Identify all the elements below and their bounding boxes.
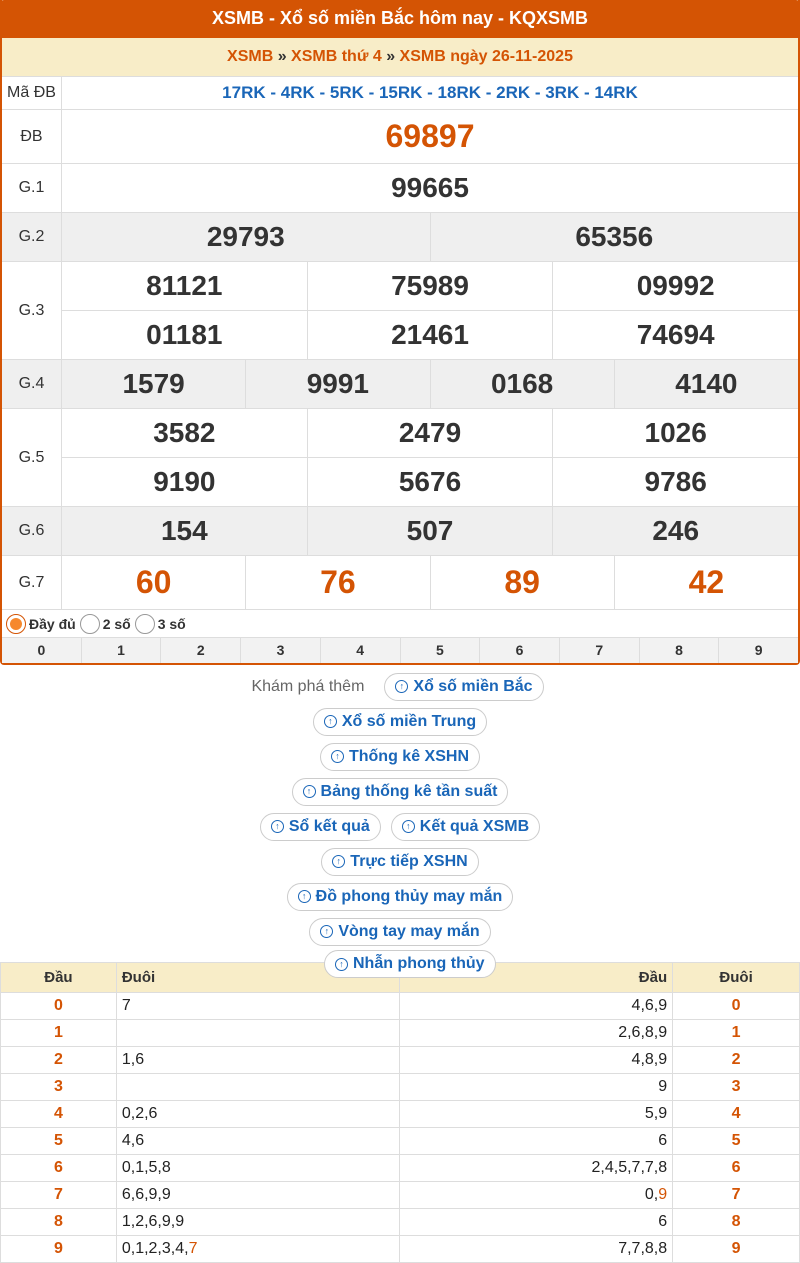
table-row xyxy=(1,993,800,1020)
table-row xyxy=(1,1155,800,1182)
col-tail: Đuôi xyxy=(673,963,800,993)
tail-digit: 0 xyxy=(673,993,800,1020)
arrow-up-icon: ↑ xyxy=(271,820,284,833)
arrow-up-icon: ↑ xyxy=(402,820,415,833)
prize-6: 507 xyxy=(307,507,553,555)
head-digit: 2 xyxy=(1,1047,117,1074)
prize-7: 60 xyxy=(135,564,172,600)
head-text: 0, xyxy=(644,1186,659,1203)
digit-filter[interactable]: 6 xyxy=(479,638,559,663)
head-text: 2,4,5,7,7,8 xyxy=(591,1159,668,1176)
tail-text: 4,6 xyxy=(121,1132,145,1149)
prize-7: 76 xyxy=(245,556,429,609)
digit-filter[interactable]: 2 xyxy=(160,638,240,663)
link-label: Bảng thống kê tần suất xyxy=(320,782,498,800)
arrow-up-icon: ↑ xyxy=(335,958,348,971)
page-title: XSMB - Xổ số miền Bắc hôm nay - KQXSMB xyxy=(0,0,800,38)
arrow-up-icon: ↑ xyxy=(303,785,316,798)
prize-3: 01181 xyxy=(146,319,223,350)
prize-6: 246 xyxy=(552,507,798,555)
table-row xyxy=(1,1020,800,1047)
link-label: Nhẫn phong thủy xyxy=(353,955,485,972)
prize-5: 9190 xyxy=(153,466,216,497)
head-values xyxy=(400,1128,673,1155)
head-text: 4,8,9 xyxy=(631,1051,668,1068)
prize-3: 74694 xyxy=(552,311,798,359)
option-label: Đầy đủ xyxy=(29,615,76,632)
link-label: Đồ phong thủy may mắn xyxy=(315,887,503,905)
digit-filter[interactable]: 8 xyxy=(639,638,719,663)
digit-filter-bar xyxy=(2,637,798,663)
prize-4: 4140 xyxy=(614,360,798,408)
prize-4: 1579 xyxy=(122,368,185,399)
head-values xyxy=(400,993,673,1020)
prize-3: 09992 xyxy=(552,262,798,310)
explore-links xyxy=(0,669,800,949)
link-xs-mien-bac[interactable] xyxy=(384,673,543,701)
special-codes: 17RK - 4RK - 5RK - 15RK - 18RK - 2RK - 3RK - 14RK xyxy=(222,83,638,102)
highlight-digit: 7 xyxy=(188,1240,198,1257)
link-do-phong-thuy[interactable] xyxy=(287,883,514,911)
tail-digit: 5 xyxy=(673,1128,800,1155)
head-text: 5,9 xyxy=(644,1105,668,1122)
tail-text: 7 xyxy=(121,997,131,1014)
head-values xyxy=(400,1182,673,1209)
option-3-digit[interactable] xyxy=(135,614,186,634)
arrow-up-icon: ↑ xyxy=(298,890,311,903)
tail-values xyxy=(116,1182,400,1209)
head-digit: 4 xyxy=(1,1101,117,1128)
head-text: 4,6,9 xyxy=(631,997,668,1014)
label-g7: G.7 xyxy=(2,556,62,609)
tail-values xyxy=(116,1074,400,1101)
breadcrumb-sep: » xyxy=(273,48,292,65)
special-prize: 69897 xyxy=(385,118,475,154)
head-values xyxy=(400,1209,673,1236)
display-options xyxy=(2,609,798,637)
tail-values xyxy=(116,1047,400,1074)
head-digit: 8 xyxy=(1,1209,117,1236)
table-row xyxy=(1,1182,800,1209)
prize-6: 154 xyxy=(160,515,208,546)
digit-filter[interactable]: 3 xyxy=(240,638,320,663)
tail-digit: 4 xyxy=(673,1101,800,1128)
head-text: 9 xyxy=(658,1078,668,1095)
explore-label: Khám phá thêm xyxy=(251,677,365,695)
lotto-table xyxy=(0,962,800,1263)
prize-5: 1026 xyxy=(552,409,798,457)
tail-values xyxy=(116,1236,400,1263)
label-g5: G.5 xyxy=(2,409,62,506)
tail-values xyxy=(116,1209,400,1236)
head-values xyxy=(400,1020,673,1047)
radio-full-selected[interactable] xyxy=(6,614,26,634)
link-label: Xổ số miền Trung xyxy=(341,712,477,730)
tail-digit: 8 xyxy=(673,1209,800,1236)
link-ket-qua-xsmb[interactable] xyxy=(391,813,540,841)
tail-digit: 1 xyxy=(673,1020,800,1047)
breadcrumb-xsmb[interactable]: XSMB xyxy=(227,48,274,65)
link-label: Thống kê XSHN xyxy=(348,747,469,765)
table-row xyxy=(1,1047,800,1074)
head-values xyxy=(400,1047,673,1074)
tail-digit: 6 xyxy=(673,1155,800,1182)
head-text: 6 xyxy=(658,1132,668,1149)
link-label: Sổ kết quả xyxy=(288,817,370,835)
head-values xyxy=(400,1236,673,1263)
head-text: 7,7,8,8 xyxy=(618,1240,668,1257)
prize-1: 99665 xyxy=(391,172,469,203)
arrow-up-icon: ↑ xyxy=(395,680,408,693)
link-bang-thong-ke[interactable] xyxy=(292,778,509,806)
table-row xyxy=(1,1101,800,1128)
prize-7: 89 xyxy=(430,556,614,609)
prize-5: 2479 xyxy=(307,409,553,457)
arrow-up-icon: ↑ xyxy=(332,855,345,868)
link-label: Trực tiếp XSHN xyxy=(350,852,468,870)
link-truc-tiep-xshn[interactable] xyxy=(321,848,478,876)
breadcrumb-weekday[interactable]: XSMB thứ 4 xyxy=(291,48,382,65)
link-thong-ke-xshn[interactable] xyxy=(320,743,480,771)
prize-3: 75989 xyxy=(307,262,553,310)
table-row xyxy=(1,1074,800,1101)
link-label: Xổ số miền Bắc xyxy=(413,677,533,695)
breadcrumb-sep: » xyxy=(381,48,400,65)
link-nhan-phong-thuy[interactable] xyxy=(324,950,496,978)
head-values xyxy=(400,1101,673,1128)
table-row xyxy=(1,1209,800,1236)
digit-filter[interactable]: 9 xyxy=(718,638,798,663)
breadcrumb xyxy=(2,38,798,76)
tail-values xyxy=(116,1128,400,1155)
tail-text: 0,1,2,3,4, xyxy=(121,1240,189,1257)
option-full[interactable] xyxy=(6,614,76,634)
digit-filter[interactable]: 1 xyxy=(81,638,161,663)
prize-5: 9786 xyxy=(552,458,798,506)
link-so-ket-qua[interactable] xyxy=(260,813,381,841)
head-values xyxy=(400,1155,673,1182)
head-digit: 7 xyxy=(1,1182,117,1209)
radio-3-digit[interactable] xyxy=(135,614,155,634)
digit-filter[interactable]: 4 xyxy=(320,638,400,663)
prize-2: 65356 xyxy=(430,213,799,261)
label-db: ĐB xyxy=(2,110,62,163)
prize-5: 5676 xyxy=(307,458,553,506)
prize-5: 3582 xyxy=(153,417,216,448)
option-label: 2 số xyxy=(102,615,131,632)
label-g6: G.6 xyxy=(2,507,62,555)
tail-values xyxy=(116,993,400,1020)
head-text: 2,6,8,9 xyxy=(618,1024,668,1041)
label-g2: G.2 xyxy=(2,213,62,261)
highlight-digit: 9 xyxy=(658,1186,668,1203)
link-label: Vòng tay may mắn xyxy=(338,922,480,940)
head-values xyxy=(400,1074,673,1101)
head-digit: 3 xyxy=(1,1074,117,1101)
link-xs-mien-trung[interactable] xyxy=(313,708,487,736)
head-text: 6 xyxy=(658,1213,668,1230)
label-ma-db: Mã ĐB xyxy=(2,77,62,109)
tail-digit: 9 xyxy=(673,1236,800,1263)
link-label: Kết quả XSMB xyxy=(419,817,530,835)
tail-digit: 2 xyxy=(673,1047,800,1074)
label-g1: G.1 xyxy=(2,164,62,212)
head-digit: 5 xyxy=(1,1128,117,1155)
prize-3: 81121 xyxy=(146,270,223,301)
prize-2: 29793 xyxy=(206,221,285,252)
head-digit: 9 xyxy=(1,1236,117,1263)
tail-values xyxy=(116,1155,400,1182)
tail-digit: 3 xyxy=(673,1074,800,1101)
arrow-up-icon: ↑ xyxy=(331,750,344,763)
option-label: 3 số xyxy=(157,615,186,632)
label-g4: G.4 xyxy=(2,360,62,408)
link-vong-tay[interactable] xyxy=(309,918,490,946)
tail-text: 0,1,5,8 xyxy=(121,1159,171,1176)
col-tail: Đuôi xyxy=(116,963,400,993)
arrow-up-icon: ↑ xyxy=(324,715,337,728)
tail-text: 6,6,9,9 xyxy=(121,1186,171,1203)
prize-3: 21461 xyxy=(307,311,553,359)
table-row xyxy=(1,1128,800,1155)
prize-4: 0168 xyxy=(430,360,614,408)
head-digit: 6 xyxy=(1,1155,117,1182)
table-row xyxy=(1,1236,800,1263)
breadcrumb-date[interactable]: XSMB ngày 26-11-2025 xyxy=(399,48,573,65)
tail-text: 1,2,6,9,9 xyxy=(121,1213,185,1230)
col-head: Đầu xyxy=(1,963,117,993)
tail-digit: 7 xyxy=(673,1182,800,1209)
option-2-digit[interactable] xyxy=(80,614,131,634)
head-digit: 0 xyxy=(1,993,117,1020)
col-head: Đầu xyxy=(400,963,673,993)
digit-filter[interactable]: 5 xyxy=(400,638,480,663)
tail-values xyxy=(116,1020,400,1047)
digit-filter[interactable]: 0 xyxy=(37,642,46,658)
prize-7: 42 xyxy=(614,556,798,609)
label-g3: G.3 xyxy=(2,262,62,359)
tail-text: 0,2,6 xyxy=(121,1105,158,1122)
tail-values xyxy=(116,1101,400,1128)
prize-4: 9991 xyxy=(245,360,429,408)
arrow-up-icon: ↑ xyxy=(320,925,333,938)
radio-2-digit[interactable] xyxy=(80,614,100,634)
tail-text: 1,6 xyxy=(121,1051,145,1068)
digit-filter[interactable]: 7 xyxy=(559,638,639,663)
head-digit: 1 xyxy=(1,1020,117,1047)
